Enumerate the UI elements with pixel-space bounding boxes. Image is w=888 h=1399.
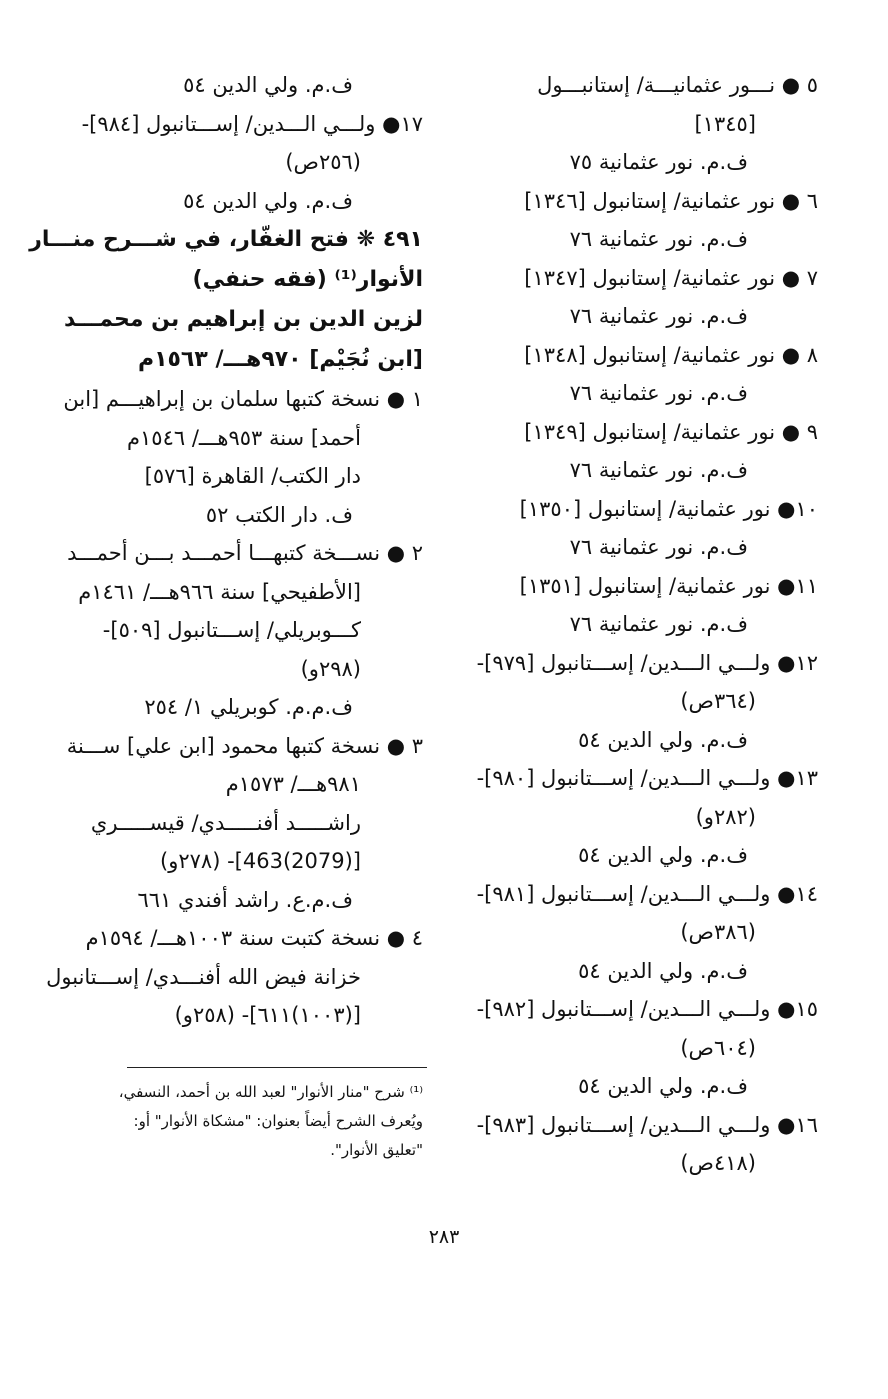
text-line: (٦٠٤ص) (680, 1035, 756, 1060)
footnote-line: ويُعرف الشرح أيضاً بعنوان: "مشكاة الأنوار" أو: (133, 1112, 423, 1130)
footnote-line: "تعليق الأنوار". (330, 1141, 423, 1159)
text-line: ٩ ● نور عثمانية/ إستانبول [١٣٤٩] (524, 419, 818, 444)
footnotes (78, 1078, 423, 1165)
microfilm-reference: ف.م. نور عثمانية ٧٦ (569, 535, 748, 559)
text-line: ١٧● ولـــي الـــدين/ إســـتانبول [٩٨٤]- (81, 111, 423, 136)
text-line: ٧ ● نور عثمانية/ إستانبول [١٣٤٧] (524, 265, 818, 290)
page-number: ٢٨٣ (428, 1226, 460, 1248)
left-column (29, 66, 423, 1035)
microfilm-reference: ف.م. نور عثمانية ٧٦ (569, 304, 748, 328)
footnote-divider (127, 1067, 427, 1068)
text-line: ١٤● ولـــي الـــدين/ إســـتانبول [٩٨١]- (476, 881, 818, 906)
text-line: خزانة فيض الله أفنـــدي/ إســـتانبول (46, 964, 361, 989)
microfilm-reference: ف.م. نور عثمانية ٧٦ (569, 227, 748, 251)
text-line: [(2079)463]- (٢٧٨و) (160, 849, 361, 873)
text-line: ٩٨١هـــ/ ١٥٧٣م (225, 772, 361, 796)
microfilm-reference: ف.م. ولي الدين ٥٤ (183, 73, 353, 97)
microfilm-reference: ف.م. نور عثمانية ٧٦ (569, 381, 748, 405)
text-line: (٢٥٦ص) (285, 150, 361, 174)
text-line: ١٥● ولـــي الـــدين/ إســـتانبول [٩٨٢]- (476, 997, 818, 1021)
microfilm-reference: ف.م. نور عثمانية ٧٥ (569, 150, 748, 174)
text-line: ٣ ● نسخة كتبها محمود [ابن علي] ســـنة (66, 733, 423, 758)
microfilm-reference: ف.م.م. كوبريلي ١/ ٢٥٤ (144, 695, 353, 719)
text-line: (٣٦٤ص) (680, 689, 756, 713)
microfilm-reference: ف.م.ع. راشد أفندي ٦٦١ (137, 887, 353, 912)
text-line: ١٢● ولـــي الـــدين/ إســـتانبول [٩٧٩]- (476, 650, 818, 675)
text-line: ١ ● نسخة كتبها سلمان بن إبراهيـــم [ابن (63, 387, 423, 411)
microfilm-reference: ف.م. نور عثمانية ٧٦ (569, 612, 748, 636)
text-line: دار الكتب/ القاهرة [٥٧٦] (144, 464, 361, 488)
text-line: ٦ ● نور عثمانية/ إستانبول [١٣٤٦] (524, 188, 818, 213)
text-line: [١٣٤٥] (694, 111, 756, 136)
microfilm-reference: ف.م. ولي الدين ٥٤ (578, 958, 748, 983)
text-line: (٢٨٢و) (695, 804, 756, 829)
microfilm-reference: ف.م. ولي الدين ٥٤ (578, 843, 748, 867)
microfilm-reference: ف.م. نور عثمانية ٧٦ (569, 458, 748, 482)
text-line: ٥ ● نـــور عثمانيـــة/ إستانبـــول (537, 73, 818, 97)
text-line: أحمد] سنة ٩٥٣هـــ/ ١٥٤٦م (127, 425, 361, 450)
text-line: ١١● نور عثمانية/ إستانبول [١٣٥١] (519, 573, 818, 598)
text-line: ١٣● ولـــي الـــدين/ إســـتانبول [٩٨٠]- (476, 766, 818, 790)
microfilm-reference: ف.م. ولي الدين ٥٤ (183, 188, 353, 213)
text-line: راشـــــد أفنـــــدي/ قيســـــري (90, 810, 361, 835)
entry-heading-line: [ابن نُجَيْم] ٩٧٠هـــ/ ١٥٦٣م (137, 347, 423, 372)
footnote-line: ⁽¹⁾ شرح "منار الأنوار" لعبد الله بن أحمد، النسفي، (118, 1083, 423, 1101)
entry-heading-line: ٤٩١ ❋ فتح الغفّار، في شـــرح منـــار (29, 227, 423, 252)
text-line: ١٠● نور عثمانية/ إستانبول [١٣٥٠] (519, 496, 818, 521)
text-line: (٣٨٦ص) (680, 920, 756, 944)
microfilm-reference: ف.م. ولي الدين ٥٤ (578, 727, 748, 752)
text-line: [(١٠٠٣)٦١١]- (٢٥٨و) (174, 1003, 361, 1027)
microfilm-reference: ف. دار الكتب ٥٢ (205, 502, 353, 527)
text-line: (٤١٨ص) (680, 1151, 756, 1175)
microfilm-reference: ف.م. ولي الدين ٥٤ (578, 1074, 748, 1098)
text-line: (٢٩٨و) (300, 656, 361, 681)
text-line: ١٦● ولـــي الـــدين/ إســـتانبول [٩٨٣]- (476, 1112, 818, 1137)
text-line: ٢ ● نســـخة كتبهـــا أحمـــد بـــن أحمـــد (67, 541, 423, 565)
right-column (458, 66, 818, 1183)
entry-heading-line: الأنوار⁽¹⁾ (فقه حنفي) (192, 267, 423, 292)
entry-heading-line: لزين الدين بن إبراهيم بن محمـــد (64, 307, 423, 332)
text-line: كـــوبريلي/ إســـتانبول [٥٠٩]- (102, 618, 361, 642)
text-line: ٨ ● نور عثمانية/ إستانبول [١٣٤٨] (524, 342, 818, 367)
text-line: [الأطفيحي] سنة ٩٦٦هـــ/ ١٤٦١م (78, 579, 361, 604)
text-line: ٤ ● نسخة كتبت سنة ١٠٠٣هـــ/ ١٥٩٤م (85, 926, 423, 950)
